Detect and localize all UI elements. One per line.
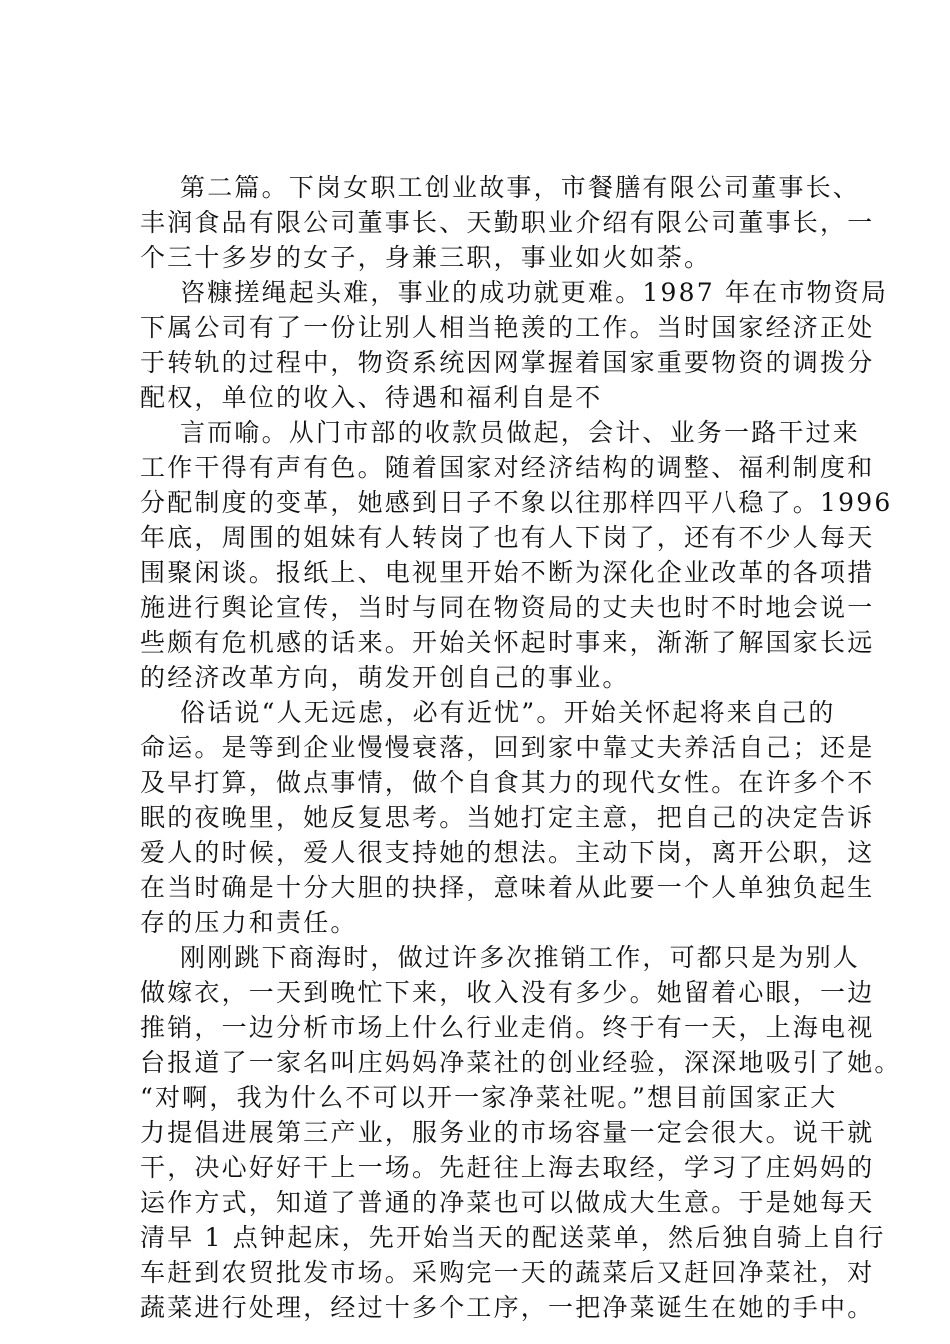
text-line: 俗话说“人无远虑，必有近忧”。开始关怀起将来自己的	[180, 698, 836, 727]
text-line: 个三十多岁的女子，身兼三职，事业如火如荼。	[140, 243, 712, 272]
text-line: 运作方式，知道了普通的净菜也可以做成大生意。于是她每天	[140, 1188, 875, 1217]
text-line: 及早打算，做点事情，做个自食其力的现代女性。在许多个不	[140, 768, 875, 797]
text-line: 台报道了一家名叫庄妈妈净菜社的创业经验，深深地吸引了她。	[140, 1048, 902, 1077]
text-line: 命运。是等到企业慢慢衰落，回到家中靠丈夫养活自己；还是	[140, 733, 875, 762]
text-line: 眠的夜晚里，她反复思考。当她打定主意，把自己的决定告诉	[140, 803, 875, 832]
text-line: 丰润食品有限公司董事长、天勤职业介绍有限公司董事长，一	[140, 208, 875, 237]
article-body	[140, 170, 902, 1325]
text-line: 工作干得有声有色。随着国家对经济结构的调整、福利制度和	[140, 453, 875, 482]
text-line: 配权，单位的收入、待遇和福利自是不	[140, 383, 603, 412]
text-line: 刚刚跳下商海时，做过许多次推销工作，可都只是为别人	[180, 943, 861, 972]
text-line: 力提倡进展第三产业，服务业的市场容量一定会很大。说干就	[140, 1118, 875, 1147]
text-line: 蔬菜进行处理，经过十多个工序，一把净菜诞生在她的手中。	[140, 1293, 875, 1322]
text-line: 下属公司有了一份让别人相当艳羡的工作。当时国家经济正处	[140, 313, 875, 342]
text-line: 清早 1 点钟起床，先开始当天的配送菜单，然后独自骑上自行	[140, 1223, 886, 1252]
text-line: “对啊，我为什么不可以开一家净菜社呢。”想目前国家正大	[140, 1083, 838, 1112]
text-line: 分配制度的变革，她感到日子不象以往那样四平八稳了。1996	[140, 488, 893, 517]
text-line: 推销，一边分析市场上什么行业走俏。终于有一天，上海电视	[140, 1013, 875, 1042]
text-line: 言而喻。从门市部的收款员做起，会计、业务一路干过来	[180, 418, 861, 447]
text-line: 的经济改革方向，萌发开创自己的事业。	[140, 663, 630, 692]
text-line: 于转轨的过程中，物资系统因网掌握着国家重要物资的调拨分	[140, 348, 875, 377]
text-line: 第二篇。下岗女职工创业故事，市餐膳有限公司董事长、	[180, 173, 861, 202]
text-line: 年底，周围的姐妹有人转岗了也有人下岗了，还有不少人每天	[140, 523, 875, 552]
text-line: 施进行舆论宣传，当时与同在物资局的丈夫也时不时地会说一	[140, 593, 875, 622]
text-line: 存的压力和责任。	[140, 908, 358, 937]
text-line: 在当时确是十分大胆的抉择，意味着从此要一个人单独负起生	[140, 873, 875, 902]
text-line: 车赶到农贸批发市场。采购完一天的蔬菜后又赶回净菜社，对	[140, 1258, 875, 1287]
text-line: 爱人的时候，爱人很支持她的想法。主动下岗，离开公职，这	[140, 838, 875, 867]
text-line: 围聚闲谈。报纸上、电视里开始不断为深化企业改革的各项措	[140, 558, 875, 587]
text-line: 做嫁衣，一天到晚忙下来，收入没有多少。她留着心眼，一边	[140, 978, 875, 1007]
text-line: 些颇有危机感的话来。开始关怀起时事来，渐渐了解国家长远	[140, 628, 875, 657]
text-line: 咨糠搓绳起头难，事业的成功就更难。1987 年在市物资局	[180, 278, 889, 307]
text-line: 干，决心好好干上一场。先赶往上海去取经，学习了庄妈妈的	[140, 1153, 875, 1182]
